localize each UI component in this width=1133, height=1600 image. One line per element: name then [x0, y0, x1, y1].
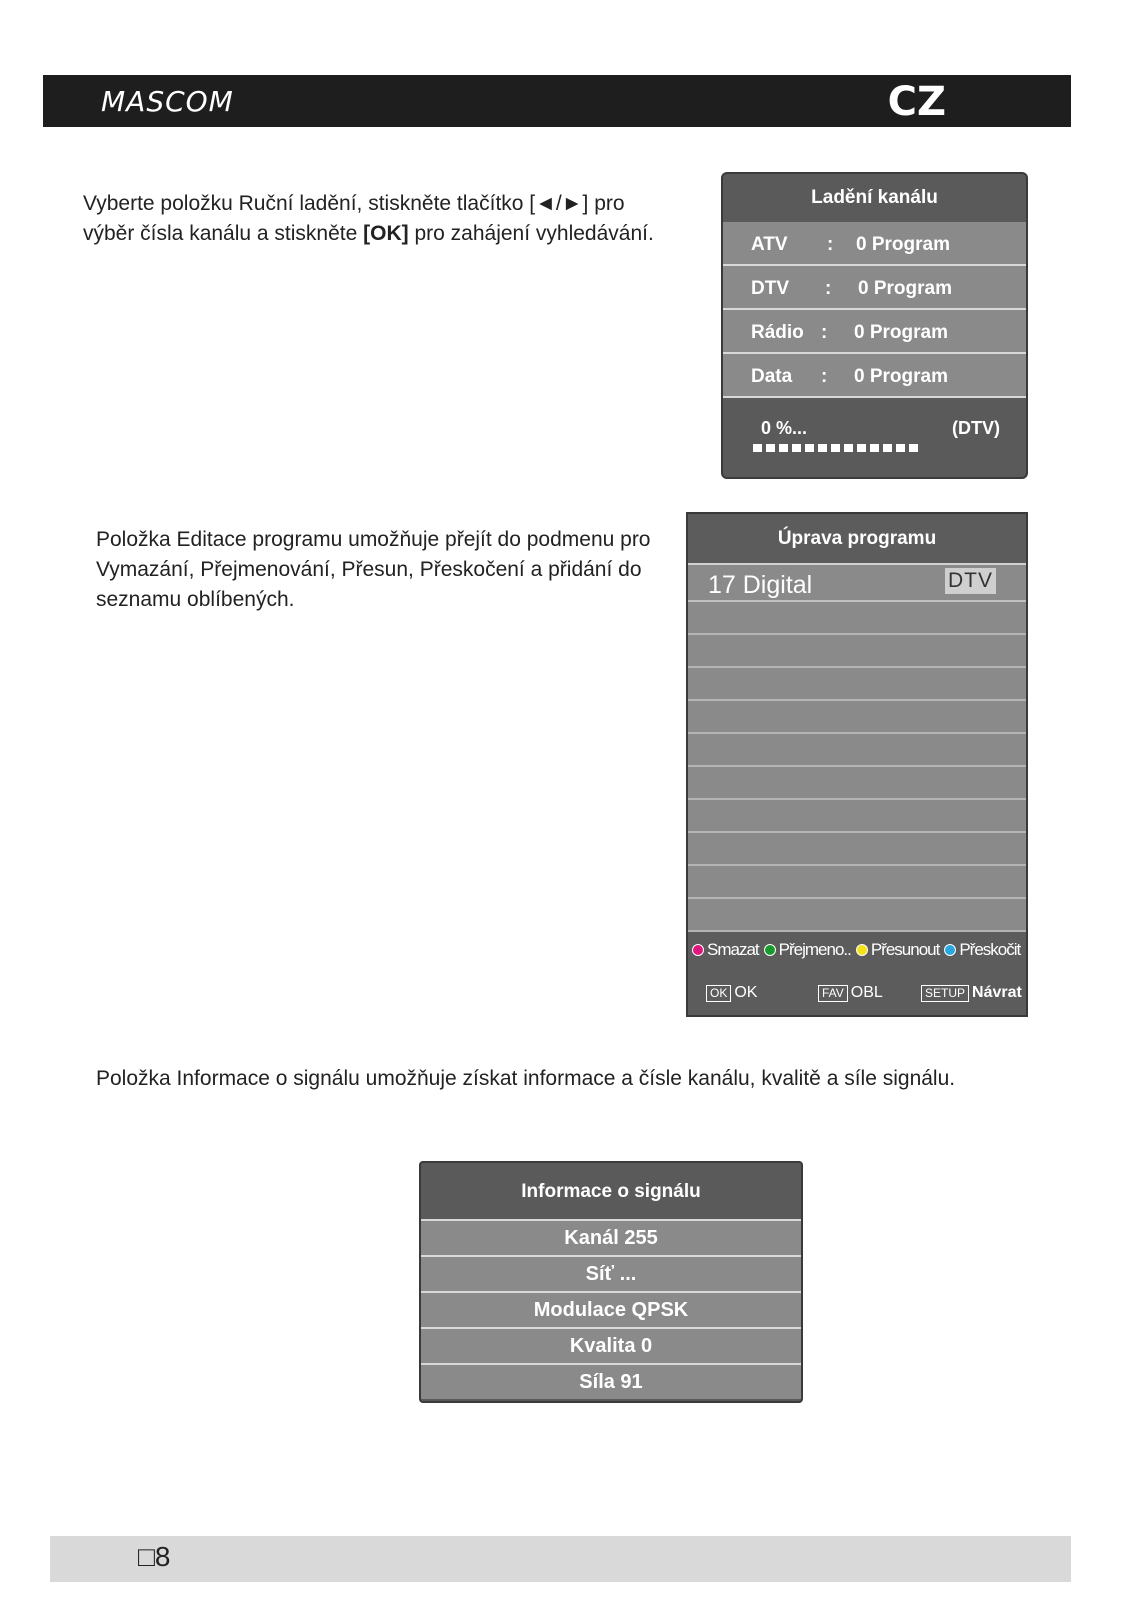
setup-key-hint[interactable] [921, 984, 1022, 1002]
signal-info-panel [419, 1161, 803, 1403]
progress-segment [896, 444, 905, 452]
progress-segment [883, 444, 892, 452]
signal-row-quality: Kvalita 0 [421, 1327, 801, 1363]
progress-segment [805, 444, 814, 452]
progress-segment [779, 444, 788, 452]
move-action[interactable] [856, 940, 940, 960]
language-code: CZ [887, 79, 946, 125]
tuning-row-value: 0 Program [856, 234, 950, 255]
ok-key-icon: OK [706, 985, 731, 1002]
tuning-row-value: 0 Program [854, 366, 948, 387]
signal-row-channel: Kanál 255 [421, 1219, 801, 1255]
tuning-row-label: DTV [751, 278, 789, 299]
legend-label: Přeskočit [959, 940, 1021, 959]
tuning-row-label: Rádio [751, 322, 804, 343]
tuning-row-label: ATV [751, 234, 788, 255]
rename-action[interactable] [764, 940, 851, 960]
progress-segment [831, 444, 840, 452]
tuning-row-sep: : [825, 278, 832, 299]
red-dot-icon [692, 944, 704, 956]
tuning-row-dtv [723, 266, 1026, 310]
green-dot-icon [764, 944, 776, 956]
page-number: □8 [138, 1541, 171, 1572]
signal-row-network: Síť ... [421, 1255, 801, 1291]
tuning-row-value: 0 Program [854, 322, 948, 343]
edit-panel-title: Úprava programu [777, 528, 937, 549]
progress-segment [766, 444, 775, 452]
legend-label: Smazat [707, 940, 759, 959]
program-list-item[interactable] [688, 668, 1026, 701]
page-header [43, 75, 1071, 127]
p1-text-start: Vyberte položku Ruční ladění, stiskněte tlačítko [◄/►] pro výběr čísla kanálu a stiskněte [83, 192, 625, 245]
progress-bar [753, 444, 918, 452]
blue-dot-icon [944, 944, 956, 956]
tuning-row-sep: : [821, 366, 828, 387]
program-list-item[interactable] [688, 767, 1026, 800]
program-list-item[interactable] [688, 899, 1026, 932]
signal-row-modulation: Modulace QPSK [421, 1291, 801, 1327]
color-key-legend [692, 940, 1028, 960]
program-type-badge: DTV [945, 568, 996, 594]
tuning-panel-title: Ladění kanálu [811, 187, 938, 208]
fav-key-label: OBL [850, 984, 883, 1001]
program-list-item[interactable] [688, 701, 1026, 734]
signal-row-strength: Síla 91 [421, 1363, 801, 1399]
legend-label: Přesunout [870, 940, 940, 959]
setup-key-label: Návrat [972, 984, 1022, 1001]
program-list-item[interactable] [688, 833, 1026, 866]
program-list-item[interactable] [688, 602, 1026, 635]
program-list-item[interactable] [688, 734, 1026, 767]
ok-key-hint[interactable] [706, 984, 757, 1002]
progress-mode: (DTV) [952, 418, 1000, 438]
progress-segment [844, 444, 853, 452]
tuning-row-value: 0 Program [858, 278, 952, 299]
progress-segment [753, 444, 762, 452]
page-footer [50, 1536, 1071, 1582]
program-edit-paragraph: Položka Editace programu umožňuje přejít do podmenu pro Vymazání, Přejmenování, Přesun, Přeskočení a přidání do seznamu oblíbených. [96, 528, 651, 611]
progress-segment [818, 444, 827, 452]
progress-percent: 0 %... [761, 418, 808, 438]
delete-action[interactable] [692, 940, 759, 960]
p1-ok-key: [OK] [363, 222, 409, 245]
progress-segment [909, 444, 918, 452]
p1-text-end: pro zahájení vyhledávání. [408, 222, 654, 245]
setup-key-icon: SETUP [921, 985, 969, 1002]
tuning-row-data [723, 354, 1026, 398]
signal-info-paragraph: Položka Informace o signálu umožňuje získat informace a čísle kanálu, kvalitě a síle signálu. [96, 1067, 956, 1090]
signal-panel-title: Informace o signálu [521, 1181, 701, 1202]
tuning-row-radio [723, 310, 1026, 354]
program-list-item-selected[interactable] [688, 563, 1026, 602]
tuning-progress [723, 398, 1026, 477]
brand-logo: MASCOM [101, 85, 234, 118]
skip-action[interactable] [944, 940, 1020, 960]
fav-key-hint[interactable] [818, 984, 883, 1002]
tuning-row-label: Data [751, 366, 793, 387]
progress-segment [792, 444, 801, 452]
program-list-item[interactable] [688, 635, 1026, 668]
channel-tuning-panel [721, 172, 1028, 479]
program-list-item[interactable] [688, 866, 1026, 899]
program-list-item[interactable] [688, 800, 1026, 833]
remote-key-hints [688, 984, 1028, 1010]
program-edit-panel [686, 512, 1028, 1017]
tuning-row-sep: : [827, 234, 834, 255]
tuning-row-sep: : [821, 322, 828, 343]
progress-segment [870, 444, 879, 452]
progress-segment [857, 444, 866, 452]
ok-key-label: OK [734, 984, 758, 1001]
fav-key-icon: FAV [818, 985, 848, 1002]
tuning-row-atv [723, 222, 1026, 266]
manual-tuning-paragraph [83, 189, 663, 249]
program-name: 17 Digital [708, 571, 813, 599]
legend-label: Přejmeno.. [778, 940, 851, 959]
yellow-dot-icon [856, 944, 868, 956]
page-number-value: 8 [154, 1541, 171, 1572]
